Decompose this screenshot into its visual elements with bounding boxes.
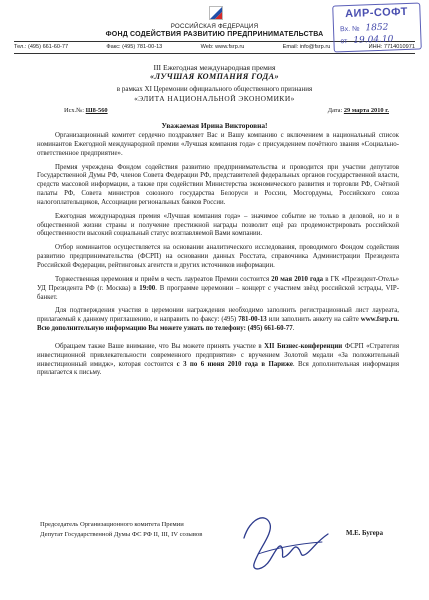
outgoing-number-value: Ш8-560 xyxy=(85,107,108,114)
p6-text-c: или заполнить анкету на сайте xyxy=(266,316,361,324)
conference-dates: с 3 по 6 июня 2010 года в Париже xyxy=(176,360,293,368)
fax-number: 781-00-13 xyxy=(238,316,267,324)
conference-name: XII Бизнес-конференции xyxy=(264,342,343,350)
paragraph-4: Отбор номинантов осуществляется на основании аналитического исследования, проводимого Фондом содействия развитию предпринимательства (ФСРП) на основании данных Росстата, справочника Администрации Президента Российской Федерации, рейтинговых агентств и других источников информации. xyxy=(37,244,399,269)
signatory-name: М.Е. Бугера xyxy=(346,530,383,537)
signatory-title-2: Депутат Государственной Думы ФС РФ II, III, IV созывов xyxy=(40,531,203,538)
p7-text-e: . Вся дополнительная информация прилагается к письму. xyxy=(37,360,399,377)
p6-text-a: Для подтверждения участия в церемонии награждения необходимо заполнить регистрационный лист лауреата, прилагаемый к данному приглашению, и направить по факсу: (495) xyxy=(37,307,399,324)
paragraph-6 xyxy=(37,307,399,334)
ceremony-line: в рамках XI Церемонии официального общественного признания xyxy=(116,85,313,93)
signatory-block xyxy=(40,520,202,540)
paragraph-3: Ежегодная международная премия «Лучшая компания года» – значимое событие не только в деловой, но и в общественной жизни страны и получение престижной награды позволит ещё раз продемонстрировать российской общественности высокий социальный статус возглавляемой Вами компании. xyxy=(37,212,399,238)
stamp-title: АИР-СОФТ xyxy=(344,5,409,21)
outgoing-number xyxy=(64,107,108,114)
site-link: www.fsrp.ru xyxy=(360,316,398,324)
p5-text-e: . В программе церемонии – концерт с участием звёзд российской эстрады, VIP-банкет. xyxy=(37,284,399,301)
letter-date-label: Дата: xyxy=(327,107,343,114)
ceremony-date: 20 мая 2010 года xyxy=(271,275,324,283)
handwritten-signature-icon xyxy=(236,498,336,576)
letter-date xyxy=(328,107,389,114)
p5-text-a: Торжественная церемония и приём в честь лауреатов Премии состоится xyxy=(55,275,272,283)
stamp-number-row xyxy=(340,23,389,35)
letter-body xyxy=(37,132,399,383)
paragraph-1: Организационный комитет сердечно поздравляет Вас и Вашу компанию с включением в национальный список номинантов Ежегодной международной премии «Лучшая компания года» с присуждением почётного звания «Социально-ответственное предприятие». xyxy=(37,132,399,157)
p6-text-e: . Всю дополнительную информацию Вы можете узнать по телефону: (495) xyxy=(37,316,399,333)
paragraph-2: Премия учреждена Фондом содействия развитию предпринимательства и проводится при участии депутатов Государственной Думы РФ, членов Совета Федерации РФ, представителей федеральных органов государственной власти, средств массовой информации, а также при содействии Министерства экономического развития и торговли РФ, Счётной палаты РФ, Совета министров союзного государства Белоруси и России, Мосгордумы, Российского союза налогоплательщиков, Ассоциации региональных банков России. xyxy=(37,163,399,206)
flag-logo-icon xyxy=(209,6,223,20)
reference-row xyxy=(64,107,389,114)
header-divider-bottom xyxy=(14,53,415,54)
inn-text: ИНН: 7714010971 xyxy=(368,44,415,50)
outgoing-number-label: Исх.№: xyxy=(64,107,85,114)
org-name: ФОНД СОДЕЙСТВИЯ РАЗВИТИЮ ПРЕДПРИНИМАТЕЛЬСТВА xyxy=(105,31,324,38)
ceremony-time: 19:00 xyxy=(139,284,156,292)
web-text: Web: www.fsrp.ru xyxy=(200,44,245,50)
email-text: Email: info@fsrp.ru xyxy=(282,44,331,50)
greeting: Уважаемая Ирина Викторовна! xyxy=(161,121,268,130)
p6-text-g: . xyxy=(292,325,295,333)
letter-date-value: 29 марта 2010 г. xyxy=(343,107,389,114)
incoming-stamp xyxy=(332,2,422,52)
stamp-date-label: от xyxy=(340,38,348,46)
paragraph-5 xyxy=(37,276,399,303)
p5-text-c: в ГК «Президент-Отель» УД Президента РФ (г. Москва) в xyxy=(37,275,400,292)
stamp-date-row xyxy=(340,34,393,46)
phone-text: Тел.: (495) 661-60-77 xyxy=(14,44,69,50)
paragraph-7 xyxy=(37,343,399,378)
stamp-date-value: 19.04.10 xyxy=(353,34,394,46)
p7-text-c: ФСРП «Стратегия инвестиционной привлекательности современного предприятия» с вручением Золотой медали «За положительный инвестиционный имидж», которая состоится xyxy=(37,342,399,368)
signatory-title-1: Председатель Организационного комитета Премии xyxy=(40,521,184,528)
stamp-number-value: 1852 xyxy=(365,22,389,34)
award-subtitle: III Ежегодная международная премия xyxy=(153,63,276,72)
ceremony-title: «ЭЛИТА НАЦИОНАЛЬНОЙ ЭКОНОМИКИ» xyxy=(134,94,295,103)
award-title: «ЛУЧШАЯ КОМПАНИЯ ГОДА» xyxy=(149,72,279,81)
phone-number: 661-60-77 xyxy=(264,325,293,333)
p7-text-a: Обращаем также Ваше внимание, что Вы можете принять участие в xyxy=(55,342,265,350)
stamp-number-label: Вх. № xyxy=(339,25,360,34)
org-country: РОССИЙСКАЯ ФЕДЕРАЦИЯ xyxy=(170,23,259,30)
fax-text: Факс: (495) 781-00-13 xyxy=(106,44,163,50)
